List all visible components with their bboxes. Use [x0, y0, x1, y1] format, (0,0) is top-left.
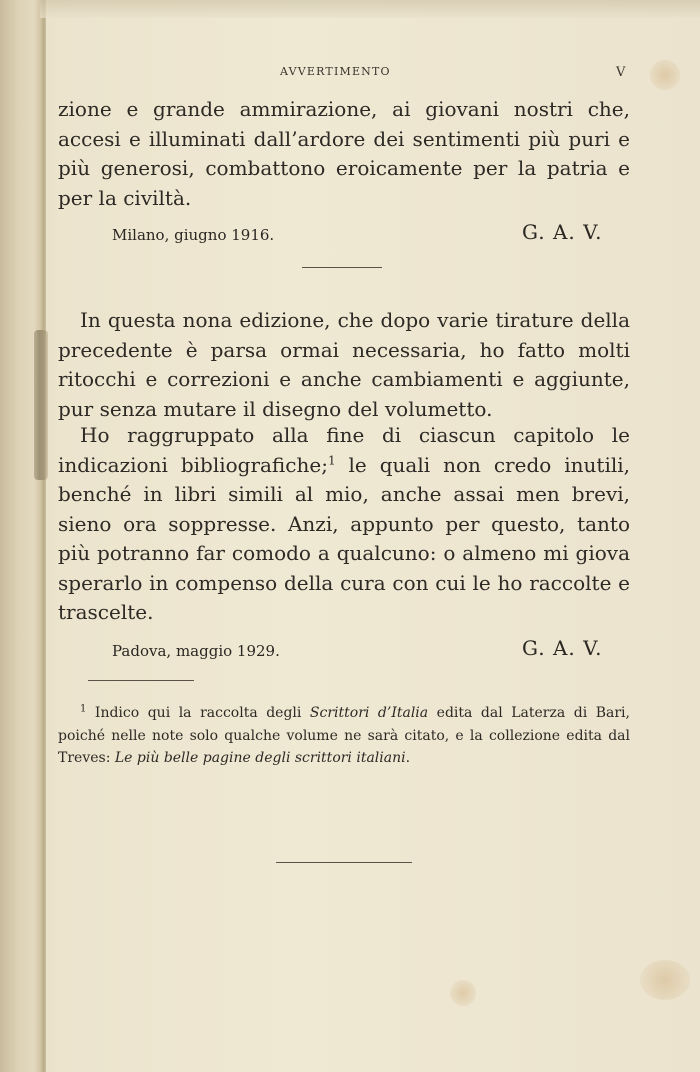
signature-place-date: Milano, giugno 1916. [112, 226, 275, 244]
paragraph-text: le quali non credo inutili, benché in libri simili al mio, anche assai men brevi, sieno ora soppresse. Anzi, appunto per questo, tanto più potranno far comodo a qualcuno: o almeno mi giova sperarlo in compenso della cura con cui le ho raccolte e trascelte. [58, 452, 630, 624]
section-divider [302, 267, 382, 268]
running-head [0, 65, 700, 85]
signature-place-date: Padova, maggio 1929. [112, 642, 280, 660]
footnote-text: edita dal Laterza di Bari, poiché nelle note solo qualche volume ne sarà citato, e la collezione edita dal Treves: [58, 705, 630, 766]
bibliography-paragraph [58, 421, 630, 628]
footnote-title-italic: Scrittori d’Italia [309, 705, 429, 721]
signature-1929 [0, 636, 700, 664]
signature-initials: G. A. V. [522, 220, 603, 244]
closing-paragraph-1916: zione e grande ammirazione, ai giovani nostri che, accesi e illuminati dall’ardore dei sentimenti più puri e più generosi, combattono eroicamente per la patria e per la civiltà. [58, 97, 630, 210]
footnote-rule [88, 680, 194, 681]
footnote-text: Indico qui la raccolta degli [86, 705, 310, 721]
book-spine [0, 0, 46, 1072]
paragraph-text: Ho raggruppato alla fine di ciascun capitolo le indicazioni bibliografiche; [58, 423, 630, 477]
page-number: V [616, 65, 626, 80]
footnote-text: . [405, 750, 411, 766]
ninth-edition-paragraph: In questa nona edizione, che dopo varie tirature della precedente è parsa ormai necessaria, ho fatto molti ritocchi e correzioni e anche cambiamenti e aggiunte, pur senza mutare il disegno del volumetto. [58, 308, 630, 421]
signature-1916 [0, 220, 700, 248]
running-title: AVVERTIMENTO [280, 65, 391, 78]
footnote [58, 702, 630, 770]
page-top-edge [40, 0, 700, 18]
footnote-reference[interactable]: 1 [327, 452, 336, 467]
paper-stain [640, 960, 690, 1000]
footnote-title-italic: Le più belle pagine degli scrittori italiani [114, 750, 406, 766]
end-divider [276, 862, 412, 863]
signature-initials: G. A. V. [522, 636, 603, 660]
paper-stain [450, 980, 476, 1006]
torn-binding [34, 330, 48, 480]
footnote-number: 1 [80, 703, 87, 715]
